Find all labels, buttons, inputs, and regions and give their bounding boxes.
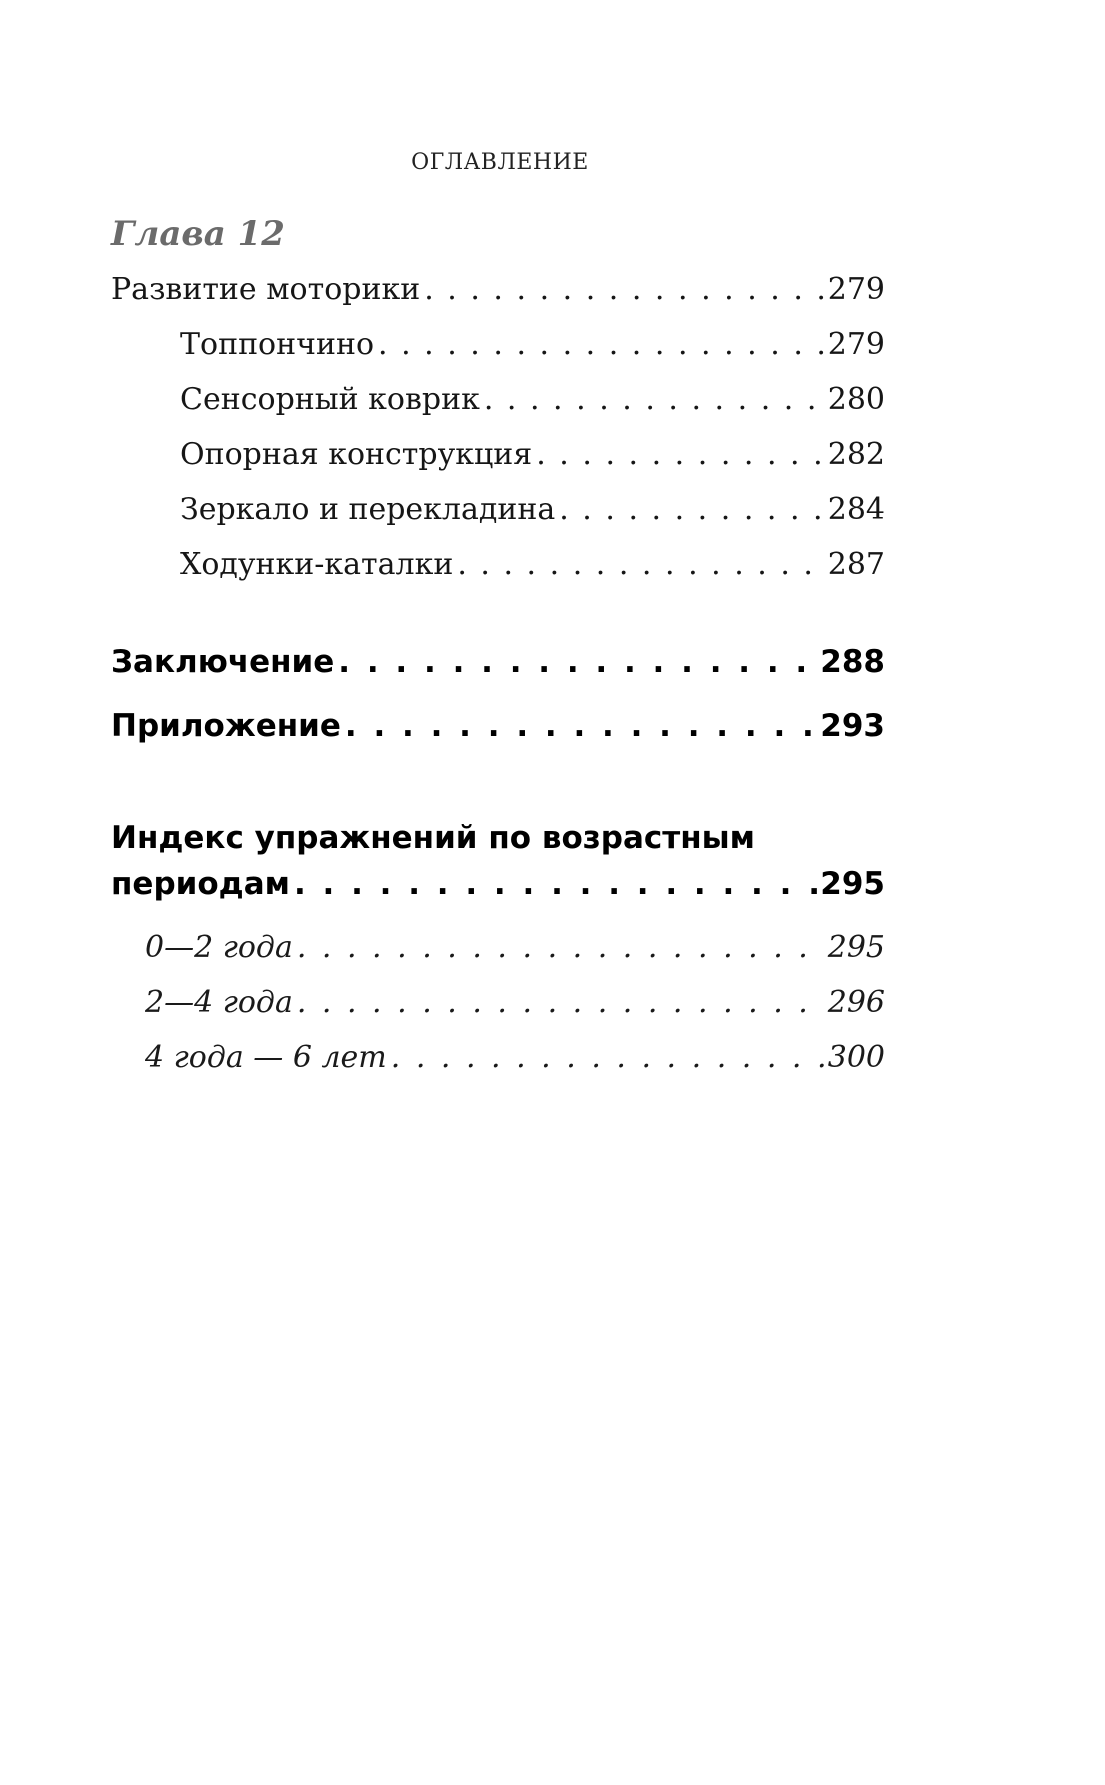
dot-leader: [297, 985, 826, 1020]
toc-index-entry[interactable]: [145, 1040, 885, 1080]
dot-leader: [424, 272, 826, 307]
toc-subentry-page: 280: [827, 382, 885, 417]
toc-index-entry-title: 4 года — 6 лет: [145, 1040, 387, 1075]
dot-leader: [391, 1040, 826, 1075]
toc-subentry-page: 282: [827, 437, 885, 472]
toc-section-page: 295: [820, 866, 885, 902]
dot-leader: [559, 492, 826, 527]
dot-leader: [338, 644, 818, 680]
toc-entry-page: 279: [827, 272, 885, 307]
dot-leader: [345, 708, 818, 744]
toc-section-title: Заключение: [111, 644, 335, 680]
dot-leader: [294, 866, 818, 902]
toc-subentry-title: Зеркало и перекладина: [180, 492, 556, 527]
toc-subentry-title: Топпончино: [180, 327, 375, 362]
toc-subentry-title: Сенсорный коврик: [180, 382, 480, 417]
toc-section-appendix[interactable]: [111, 708, 885, 750]
toc-entry-main[interactable]: [111, 272, 885, 312]
toc-subentry[interactable]: [180, 327, 885, 367]
toc-index-entry[interactable]: [145, 930, 885, 970]
dot-leader: [378, 327, 826, 362]
toc-section-page: 293: [820, 708, 885, 744]
toc-subentry[interactable]: [180, 492, 885, 532]
toc-subentry-title: Опорная конструкция: [180, 437, 533, 472]
toc-subentry-page: 287: [827, 547, 885, 582]
dot-leader: [457, 547, 825, 582]
toc-index-entry-title: 0—2 года: [145, 930, 293, 965]
toc-subentry[interactable]: [180, 382, 885, 422]
toc-subentry-page: 279: [827, 327, 885, 362]
toc-section-page: 288: [820, 644, 885, 680]
toc-section-conclusion[interactable]: [111, 644, 885, 686]
dot-leader: [484, 382, 826, 417]
toc-subentry[interactable]: [180, 437, 885, 477]
toc-subentry-title: Ходунки-каталки: [180, 547, 454, 582]
dot-leader: [297, 930, 826, 965]
toc-section-title: периодам: [111, 866, 290, 902]
toc-section-index[interactable]: [111, 866, 885, 908]
toc-index-entry-page: 300: [827, 1040, 885, 1075]
toc-index-entry-page: 295: [827, 930, 885, 965]
toc-index-entry-title: 2—4 года: [145, 985, 293, 1020]
toc-subentry-page: 284: [827, 492, 885, 527]
toc-section-index-title[interactable]: Индекс упражнений по возрастным: [111, 820, 755, 856]
toc-index-entry[interactable]: [145, 985, 885, 1025]
running-head: ОГЛАВЛЕНИЕ: [411, 150, 589, 175]
dot-leader: [536, 437, 826, 472]
toc-entry-title: Развитие моторики: [111, 272, 421, 307]
toc-section-title: Приложение: [111, 708, 341, 744]
chapter-label: Глава 12: [111, 214, 285, 254]
toc-subentry[interactable]: [180, 547, 885, 587]
toc-index-entry-page: 296: [827, 985, 885, 1020]
